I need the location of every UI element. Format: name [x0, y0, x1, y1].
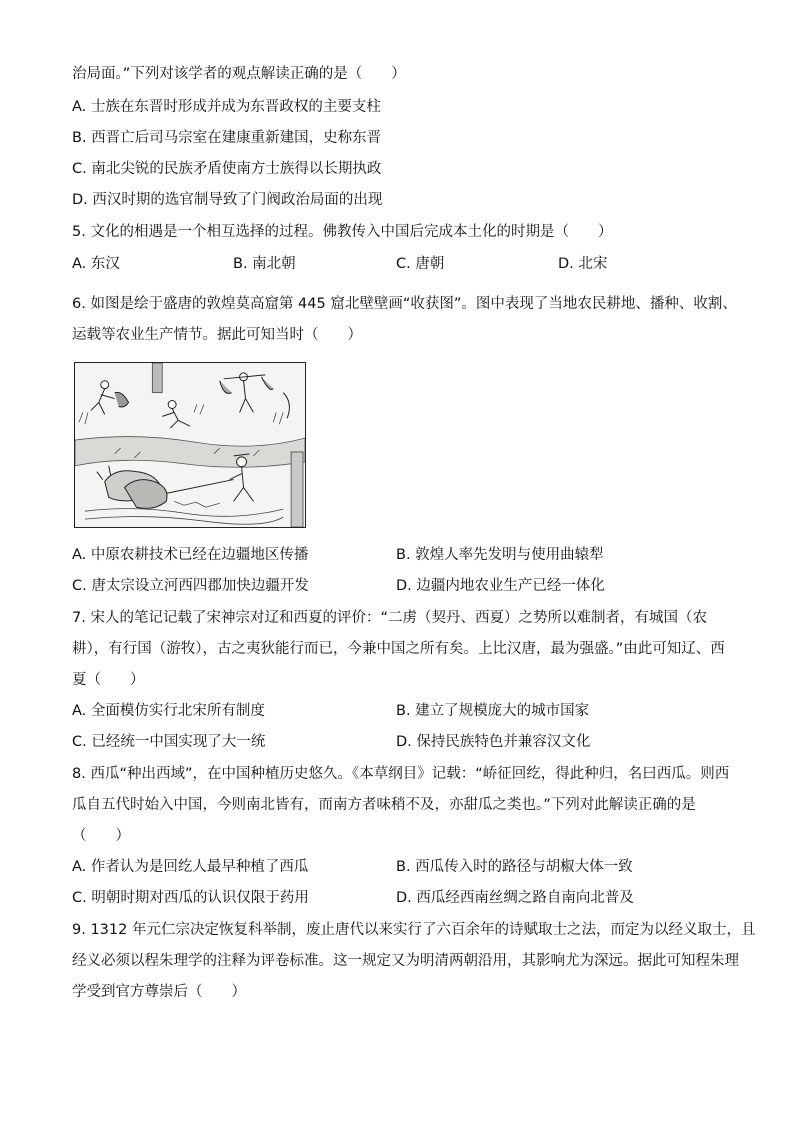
q7-stem-line1: 7. 宋人的笔记记载了宋神宗对辽和西夏的评价：“二虏（契丹、西夏）之势所以难制者，有城国（农: [72, 610, 707, 626]
mural-illustration: [75, 363, 305, 527]
q7-option-d: D. 保持民族特色并兼容汉文化: [396, 734, 591, 750]
q7-stem-line3: 夏（ ）: [72, 672, 145, 688]
q7-stem-line2: 耕），有行国（游牧），古之夷狄能行而已，今兼中国之所有矣。上比汉唐，最为强盛。”由此可知辽、西: [72, 641, 725, 657]
mural-harvest-image: [74, 362, 306, 528]
q8-stem-line1: 8. 西瓜“种出西域”，在中国种植历史悠久。《本草纲目》记载：“峤征回纥，得此种归，名曰西瓜。则西: [72, 766, 730, 782]
q8-option-d: D. 西瓜经西南丝绸之路自南向北普及: [396, 890, 634, 906]
q9-stem-line3: 学受到官方尊崇后（ ）: [72, 984, 246, 1000]
q6-stem-line2: 运载等农业生产情节。据此可知当时（ ）: [72, 327, 362, 343]
q5-option-d: D. 北宋: [558, 256, 608, 272]
q5-option-a: A. 东汉: [72, 256, 120, 272]
q6-option-a: A. 中原农耕技术已经在边疆地区传播: [72, 547, 309, 563]
q4-option-d: D. 西汉时期的选官制导致了门阀政治局面的出现: [72, 192, 383, 208]
q8-stem-line3: （ ）: [72, 828, 130, 844]
q8-option-a: A. 作者认为是回纥人最早种植了西瓜: [72, 859, 309, 875]
q8-option-b: B. 西瓜传入时的路径与胡椒大体一致: [396, 859, 633, 875]
q7-option-a: A. 全面模仿实行北宋所有制度: [72, 703, 265, 719]
q4-stem-tail: 治局面。”下列对该学者的观点解读正确的是（ ）: [72, 66, 406, 82]
q5-option-b: B. 南北朝: [233, 256, 296, 272]
q8-stem-line2: 瓜自五代时始入中国，今则南北皆有，而南方者味稍不及，亦甜瓜之类也。”下列对此解读正确的是: [72, 797, 696, 813]
q5-stem: 5. 文化的相遇是一个相互选择的过程。佛教传入中国后完成本土化的时期是（ ）: [72, 224, 613, 240]
q6-option-c: C. 唐太宗设立河西四郡加快边疆开发: [72, 578, 309, 594]
q5-option-c: C. 唐朝: [396, 256, 445, 272]
q7-option-b: B. 建立了规模庞大的城市国家: [396, 703, 590, 719]
q6-stem-line1: 6. 如图是绘于盛唐的敦煌莫高窟第 445 窟北壁壁画“收获图”。图中表现了当地农民耕地、播种、收割、: [72, 296, 737, 312]
q9-stem-line2: 经义必须以程朱理学的注释为评卷标准。这一规定又为明清两朝沿用，其影响尤为深远。据此可知程朱理: [72, 953, 739, 969]
q9-stem-line1: 9. 1312 年元仁宗决定恢复科举制，废止唐代以来实行了六百余年的诗赋取士之法，而定为以经义取士，且: [72, 922, 756, 938]
q8-option-c: C. 明朝时期对西瓜的认识仅限于药用: [72, 890, 309, 906]
q4-option-b: B. 西晋亡后司马宗室在建康重新建国，史称东晋: [72, 130, 382, 146]
q6-option-b: B. 敦煌人率先发明与使用曲辕犁: [396, 547, 604, 563]
q7-option-c: C. 已经统一中国实现了大一统: [72, 734, 266, 750]
q4-option-c: C. 南北尖锐的民族矛盾使南方士族得以长期执政: [72, 161, 382, 177]
q4-option-a: A. 士族在东晋时形成并成为东晋政权的主要支柱: [72, 99, 381, 115]
q6-option-d: D. 边疆内地农业生产已经一体化: [396, 578, 605, 594]
